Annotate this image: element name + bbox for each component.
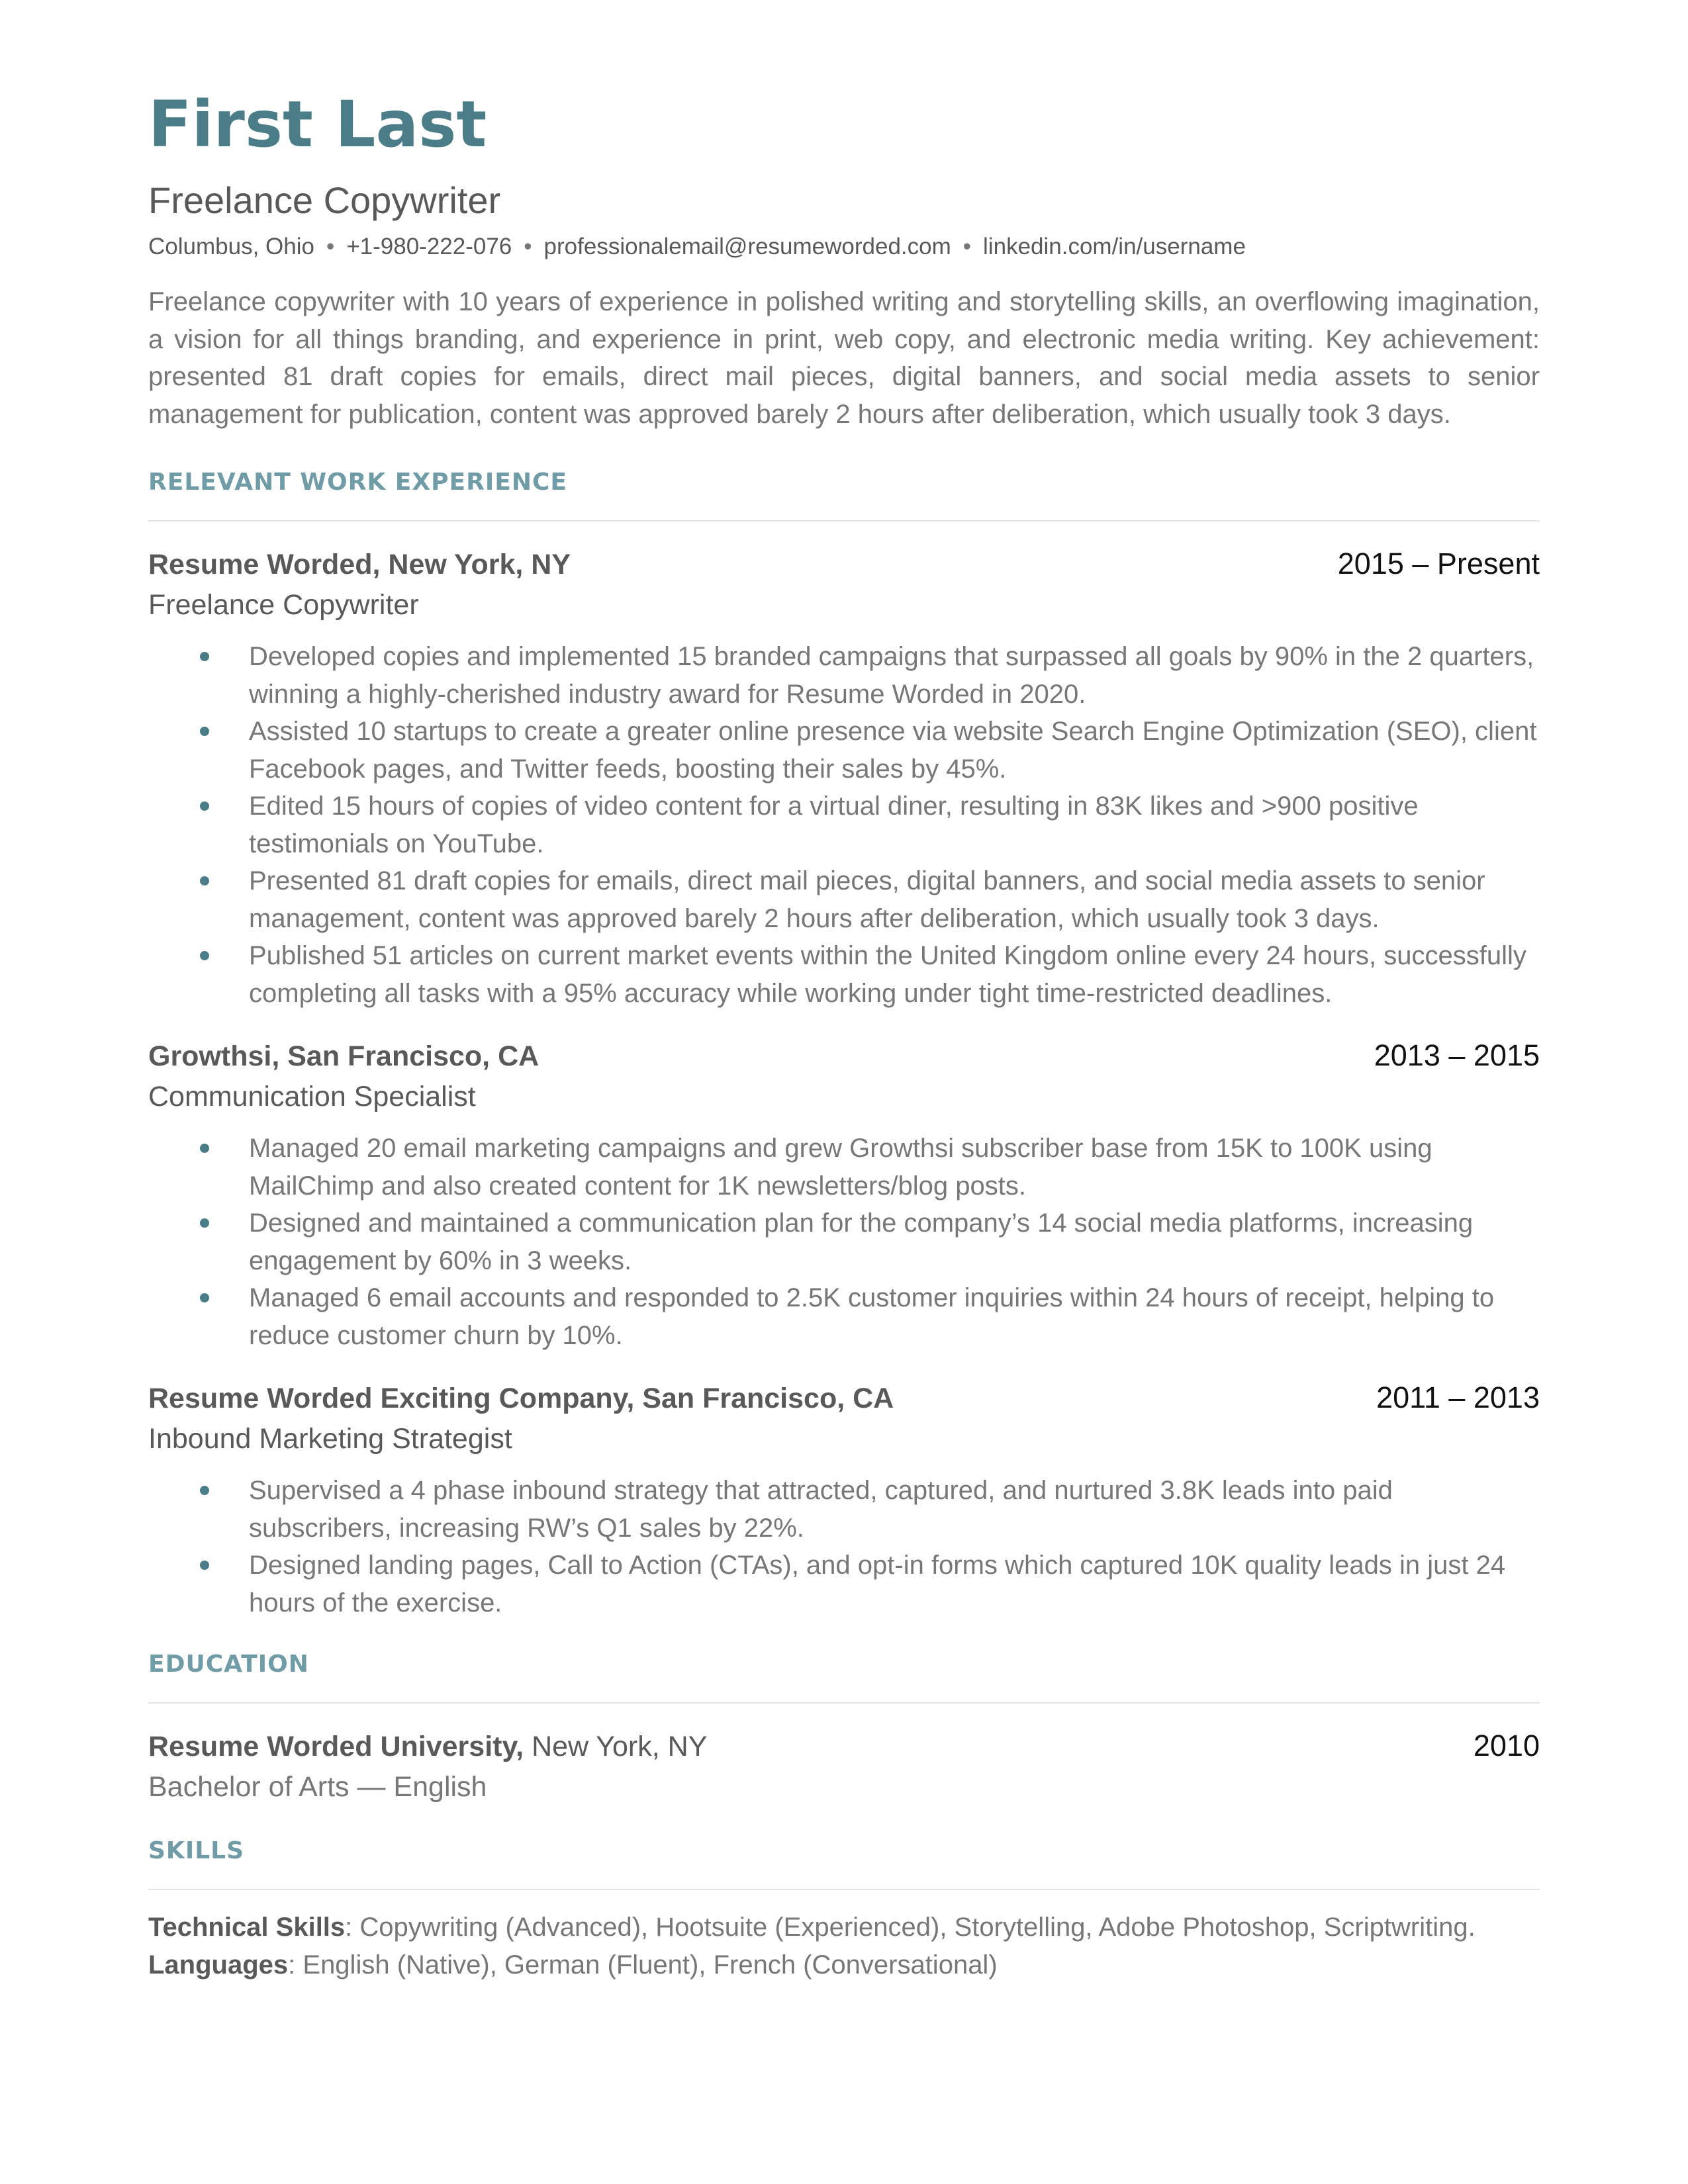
skills-list <box>148 1909 1540 1983</box>
bullet-icon <box>200 1561 209 1570</box>
contact-phone: +1-980-222-076 <box>346 234 512 259</box>
bullet-item <box>148 1279 1540 1354</box>
bullet-text: Developed copies and implemented 15 branded campaigns that surpassed all goals by 90% in the 2 quarters, winning a highly-cherished industry award for Resume Worded in 2020. <box>249 642 1534 709</box>
job-header <box>148 1036 1540 1076</box>
bullet-icon <box>200 1218 209 1228</box>
skills-languages-value: : English (Native), German (Fluent), French (Conversational) <box>288 1950 998 1979</box>
job-entry <box>148 1378 1540 1621</box>
contact-location: Columbus, Ohio <box>148 234 314 259</box>
bullet-text: Assisted 10 startups to create a greater online presence via website Search Engine Optimization (SEO), client Facebook pages, and Twitter feeds, boosting their sales by 45%. <box>249 717 1537 784</box>
job-header <box>148 544 1540 584</box>
bullet-icon <box>200 652 209 661</box>
section-divider <box>148 1889 1540 1890</box>
section-divider <box>148 520 1540 522</box>
contact-linkedin[interactable]: linkedin.com/in/username <box>983 234 1246 259</box>
bullet-item <box>148 862 1540 937</box>
job-dates: 2015 – Present <box>1337 547 1540 580</box>
contact-email[interactable]: professionalemail@resumeworded.com <box>543 234 951 259</box>
job-entry <box>148 1036 1540 1354</box>
education-degree: Bachelor of Arts — English <box>148 1771 487 1803</box>
bullet-text: Managed 20 email marketing campaigns and grew Growthsi subscriber base from 15K to 100K using MailChimp and also created content for 1K newsletters/blog posts. <box>249 1134 1432 1201</box>
education-location: New York, NY <box>532 1731 708 1762</box>
bullet-item <box>148 788 1540 862</box>
bullet-item <box>148 937 1540 1012</box>
job-company: Resume Worded, New York, NY <box>148 549 571 580</box>
job-header <box>148 1378 1540 1418</box>
candidate-name: First Last <box>148 87 487 161</box>
contact-separator: • <box>962 234 972 259</box>
professional-summary: Freelance copywriter with 10 years of experience in polished writing and storytelling skills, an overflowing imagination, a vision for all things branding, and experience in print, web copy, and electronic media writing. Key achievement: presented 81 draft copies for emails, direct mail pieces, digital banners, and social media assets to senior management for publication, content was approved barely 2 hours after deliberation, which usually took 3 days. <box>148 287 1540 429</box>
job-dates: 2011 – 2013 <box>1376 1381 1540 1414</box>
job-dates: 2013 – 2015 <box>1374 1038 1540 1072</box>
bullet-icon <box>200 1486 209 1495</box>
skills-technical-value: : Copywriting (Advanced), Hootsuite (Experienced), Storytelling, Adobe Photoshop, Scriptwriting. <box>345 1913 1476 1942</box>
bullet-icon <box>200 876 209 886</box>
education-entry <box>148 1726 1540 1808</box>
bullet-item <box>148 638 1540 713</box>
bullet-item <box>148 1205 1540 1279</box>
bullet-icon <box>200 951 209 960</box>
job-entry <box>148 544 1540 1012</box>
education-header <box>148 1726 1540 1766</box>
bullet-icon <box>200 1293 209 1302</box>
contact-separator: • <box>326 234 335 259</box>
bullet-icon <box>200 801 209 811</box>
contact-separator: • <box>524 234 532 259</box>
job-role: Communication Specialist <box>148 1081 476 1113</box>
bullet-text: Designed landing pages, Call to Action (CTAs), and opt-in forms which captured 10K quality leads in just 24 hours of the exercise. <box>249 1551 1506 1617</box>
bullet-text: Edited 15 hours of copies of video content for a virtual diner, resulting in 83K likes and >900 positive testimonials on YouTube. <box>249 792 1419 858</box>
education-school: Resume Worded University, <box>148 1731 524 1762</box>
job-title: Freelance Copywriter <box>148 179 501 221</box>
job-bullets <box>148 1472 1540 1621</box>
bullet-item <box>148 713 1540 788</box>
job-company: Growthsi, San Francisco, CA <box>148 1040 539 1072</box>
bullet-icon <box>200 727 209 736</box>
job-role: Freelance Copywriter <box>148 589 419 621</box>
contact-line <box>148 230 1540 263</box>
education-year: 2010 <box>1473 1729 1540 1762</box>
section-divider <box>148 1702 1540 1704</box>
job-bullets <box>148 638 1540 1012</box>
bullet-text: Designed and maintained a communication plan for the company’s 14 social media platforms, increasing engagement by 60% in 3 weeks. <box>249 1208 1474 1275</box>
skills-heading: SKILLS <box>148 1837 245 1864</box>
bullet-text: Supervised a 4 phase inbound strategy that attracted, captured, and nurtured 3.8K leads into paid subscribers, increasing RW’s Q1 sales by 22%. <box>249 1476 1393 1543</box>
bullet-text: Managed 6 email accounts and responded to 2.5K customer inquiries within 24 hours of receipt, helping to reduce customer churn by 10%. <box>249 1283 1495 1350</box>
bullet-text: Published 51 articles on current market events within the United Kingdom online every 24 hours, successfully completing all tasks with a 95% accuracy while working under tight time-restricted deadlines. <box>249 941 1526 1008</box>
bullet-text: Presented 81 draft copies for emails, direct mail pieces, digital banners, and social media assets to senior management, content was approved barely 2 hours after deliberation, which usually took 3 days. <box>249 866 1485 933</box>
bullet-item <box>148 1547 1540 1621</box>
bullet-item <box>148 1130 1540 1205</box>
skills-technical <box>148 1909 1540 1946</box>
job-role: Inbound Marketing Strategist <box>148 1423 512 1455</box>
bullet-icon <box>200 1144 209 1153</box>
skills-languages <box>148 1946 1540 1984</box>
experience-heading: RELEVANT WORK EXPERIENCE <box>148 469 567 496</box>
skills-technical-label: Technical Skills <box>148 1913 346 1942</box>
skills-languages-label: Languages <box>148 1950 289 1979</box>
bullet-item <box>148 1472 1540 1547</box>
education-heading: EDUCATION <box>148 1651 309 1678</box>
job-company: Resume Worded Exciting Company, San Francisco, CA <box>148 1383 894 1414</box>
job-bullets <box>148 1130 1540 1354</box>
